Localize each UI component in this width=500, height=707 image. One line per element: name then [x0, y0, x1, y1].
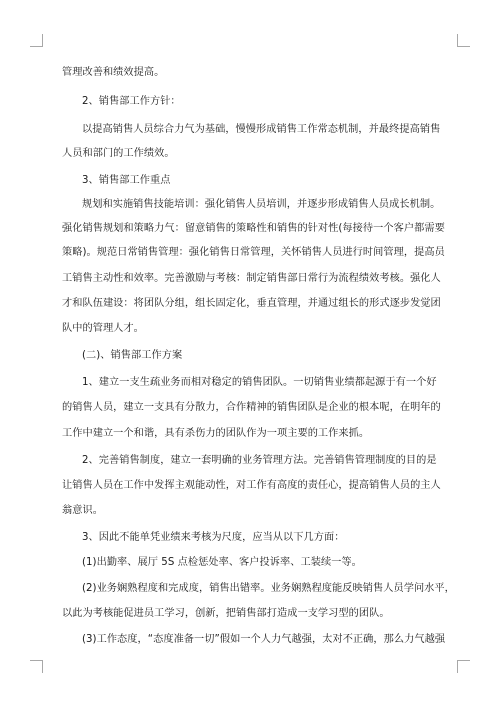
paragraph-line: 强化销售规划和策略力气：留意销售的策略性和销售的针对性(每接待一个客户都需要	[62, 223, 445, 234]
paragraph-line: 让销售人员在工作中发挥主观能动性，对工作有高度的责任心，提高销售人员的主人	[62, 480, 441, 491]
paragraph-line: 2、完善销售制度，建立一套明确的业务管理方法。完善销售管理制度的目的是	[82, 455, 437, 466]
paragraph-line: 的销售人员，建立一支具有分散力，合作精神的销售团队是企业的根本呢，在明年的	[62, 402, 441, 413]
section-heading: 3、销售部工作重点	[82, 175, 171, 186]
paragraph-line: 队中的管理人才。	[62, 323, 144, 334]
crop-mark-bottom-right	[457, 660, 470, 673]
paragraph-line: 策略)。规范日常销售管理：强化销售日常管理，关怀销售人员进行时间管理，提高员	[62, 247, 445, 258]
paragraph-line: 以此为考核能促进员工学习，创新，把销售部打造成一支学习型的团队。	[62, 608, 390, 619]
crop-mark-top-right	[457, 34, 470, 47]
paragraph-line: 以提高销售人员综合力气为基础，慢慢形成销售工作常态机制，并最终提高销售	[82, 124, 441, 135]
paragraph-line: 工销售主动性和效率。完善激励与考核：制定销售部日常行为流程绩效考核。强化人	[62, 273, 441, 284]
crop-mark-bottom-left	[30, 660, 43, 673]
list-item: (1)出勤率、展厅 5S 点检惩处率、客户投诉率、工装续一等。	[82, 557, 362, 568]
section-heading: (二)、销售部工作方案	[82, 350, 183, 361]
crop-mark-top-left	[30, 34, 43, 47]
paragraph-line: 规划和实施销售技能培训：强化销售人员培训，并逐步形成销售人员成长机制。	[82, 199, 441, 210]
list-item: (2)业务娴熟程度和完成度，销售出错率。业务娴熟程度能反映销售人员学问水平，	[82, 583, 455, 594]
paragraph-line: 管理改善和绩效提高。	[62, 67, 165, 78]
paragraph-line: 3、因此不能单凭业绩来考核为尺度，应当从以下几方面：	[82, 532, 345, 543]
list-item: (3)工作态度，“态度准备一切”假如一个人力气越强，太对不正确，那么力气越强	[82, 634, 446, 645]
section-heading: 2、销售部工作方针：	[82, 96, 181, 107]
paragraph-line: 工作中建立一个和谐，具有杀伤力的团队作为一项主要的工作来抓。	[62, 428, 370, 439]
paragraph-line: 1、建立一支生疏业务而相对稳定的销售团队。一切销售业绩都起源于有一个好	[82, 377, 437, 388]
paragraph-line: 翁意识。	[62, 505, 103, 516]
paragraph-line: 人员和部门的工作绩效。	[62, 148, 175, 159]
paragraph-line: 才和队伍建设：将团队分组，组长固定化，垂直管理，并通过组长的形式逐步发觉团	[62, 298, 441, 309]
